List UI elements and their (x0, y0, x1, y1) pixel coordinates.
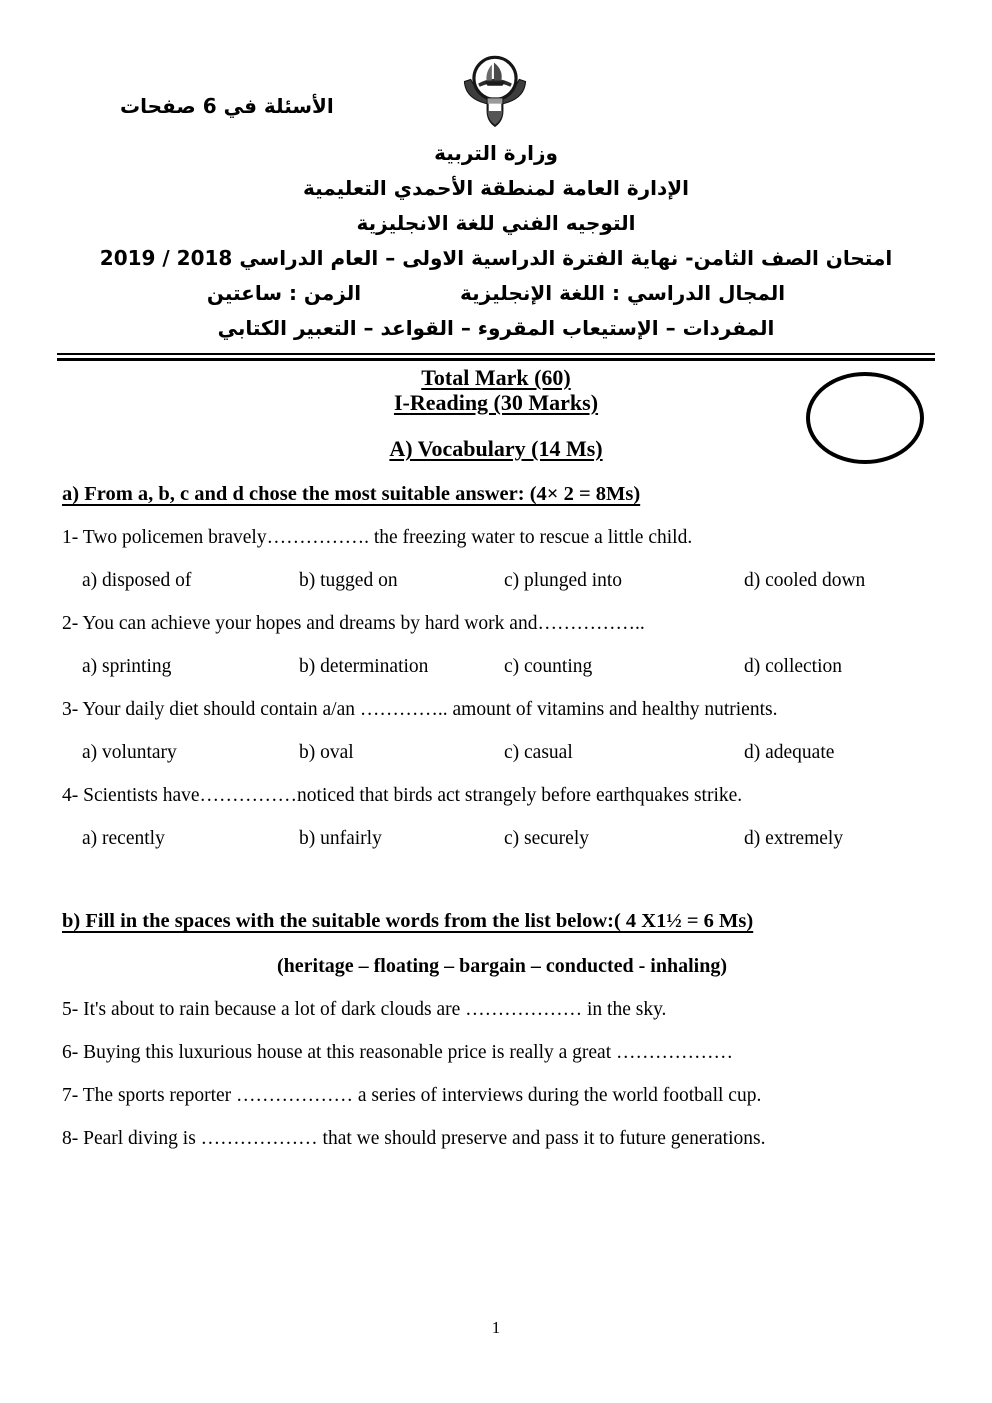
subject-time-line (0, 276, 992, 311)
exam-title-line (0, 241, 992, 276)
word-bank: (heritage – floating – bargain – conducted - inhaling) (276, 955, 727, 977)
page-number: 1 (491, 1318, 501, 1337)
vocabulary-subtitle: A) Vocabulary (14 Ms) (389, 436, 603, 461)
option-1b: b) tugged on (299, 570, 398, 591)
option-4d: d) extremely (744, 828, 844, 849)
directorate-line: الإدارة العامة لمنطقة الأحمدي التعليمية (302, 176, 690, 200)
kuwait-emblem-logo (461, 52, 529, 130)
option-2a: a) sprinting (82, 656, 172, 677)
reading-section-title: I-Reading (30 Marks) (393, 390, 599, 415)
part-a-heading: a) From a, b, c and d chose the most suitable answer: (4× 2 = 8Ms) (62, 483, 641, 505)
option-4b: b) unfairly (299, 828, 382, 849)
option-1c: c) plunged into (504, 570, 623, 591)
question-2-options (62, 654, 942, 680)
supervision-line: التوجيه الفني للغة الانجليزية (356, 211, 636, 235)
header-divider (57, 353, 935, 361)
question-4-options (62, 826, 942, 852)
time-label: الزمن : ساعتين (206, 281, 362, 305)
question-8: 8- Pearl diving is ……………… that we should preserve and pass it to future generations. (62, 1128, 766, 1149)
option-1d: d) cooled down (744, 570, 866, 591)
option-4c: c) securely (504, 828, 589, 849)
option-2d: d) collection (744, 656, 843, 677)
exam-body (62, 481, 942, 1152)
question-3: 3- Your daily diet should contain a/an ………….. amount of vitamins and healthy nutrients. (62, 699, 778, 720)
option-2b: b) determination (299, 656, 429, 677)
option-3a: a) voluntary (82, 742, 177, 763)
mark-oval (806, 372, 924, 464)
question-6: 6- Buying this luxurious house at this reasonable price is really a great ……………… (62, 1042, 733, 1063)
subject-label: المجال الدراسي : اللغة الإنجليزية (460, 281, 786, 305)
skills-line: المفردات – الإستيعاب المقروء – القواعد – التعبير الكتابي (217, 316, 775, 340)
pages-count-note: الأسئلة في 6 صفحات (120, 94, 334, 118)
option-3c: c) casual (504, 742, 573, 763)
question-3-options (62, 740, 942, 766)
part-b-heading: b) Fill in the spaces with the suitable words from the list below:( 4 X1½ = 6 Ms) (62, 910, 754, 932)
question-1-options (62, 568, 942, 594)
question-1: 1- Two policemen bravely……………. the freezing water to rescue a little child. (62, 527, 693, 548)
option-1a: a) disposed of (82, 570, 192, 591)
academic-year: 2019 / 2018 (99, 246, 233, 270)
total-mark-title: Total Mark (60) (421, 365, 571, 390)
option-3d: d) adequate (744, 742, 835, 763)
exam-title-text: امتحان الصف الثامن- نهاية الفترة الدراسية الاولى – العام الدراسي (239, 246, 893, 270)
option-4a: a) recently (82, 828, 165, 849)
arabic-header (0, 136, 992, 346)
question-2: 2- You can achieve your hopes and dreams by hard work and…………….. (62, 613, 645, 634)
option-3b: b) oval (299, 742, 354, 763)
question-5: 5- It's about to rain because a lot of dark clouds are ……………… in the sky. (62, 999, 667, 1020)
option-2c: c) counting (504, 656, 593, 677)
kuwait-emblem-icon (461, 52, 529, 130)
ministry-line: وزارة التربية (434, 141, 558, 165)
question-7: 7- The sports reporter ……………… a series of interviews during the world football cup. (62, 1085, 762, 1106)
question-4: 4- Scientists have……………noticed that birds act strangely before earthquakes strike. (62, 785, 743, 806)
